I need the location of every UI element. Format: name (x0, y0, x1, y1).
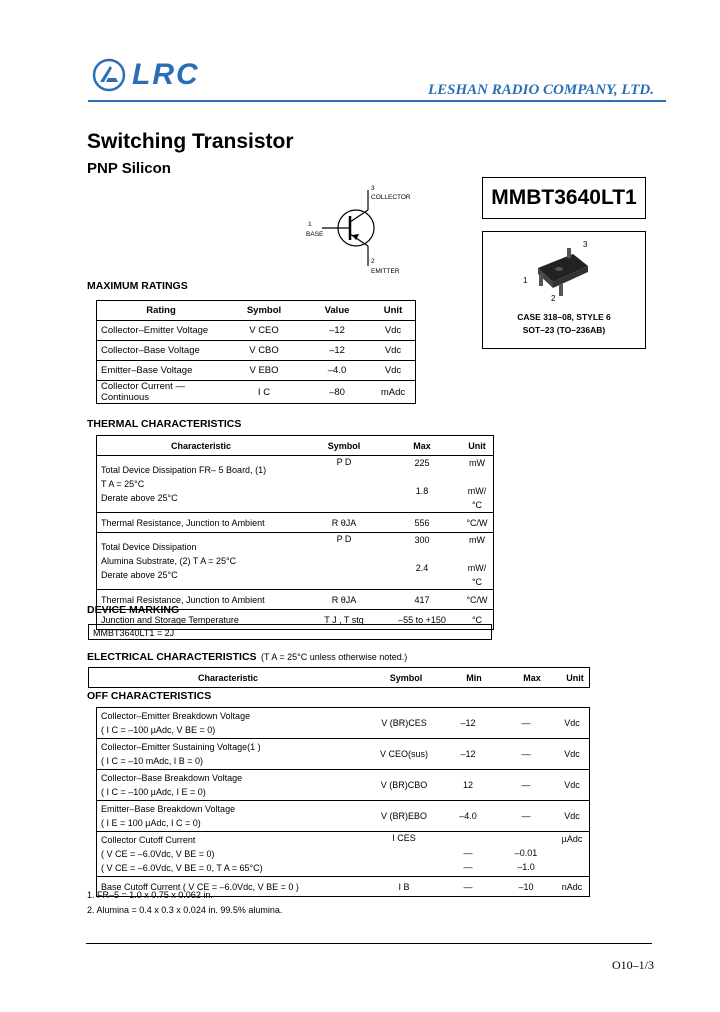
page-title: Switching Transistor (87, 130, 294, 153)
table-row (97, 361, 416, 381)
cell (97, 708, 370, 739)
text: 300 (414, 535, 430, 545)
cell (97, 801, 370, 832)
text: ( I C = –10 mAdc, I B = 0) (101, 756, 204, 766)
logo-text: LRC (132, 58, 200, 91)
text: Total Device Dissipation (101, 542, 197, 552)
cell (461, 533, 494, 590)
text: ( I E = 100 µAdc, I C = 0) (101, 818, 201, 828)
col-symbol: Symbol (305, 436, 383, 456)
collector-label: COLLECTOR (371, 194, 411, 201)
cell (97, 739, 370, 770)
cell: –55 to +150 (383, 610, 461, 630)
text: –0.01 (514, 848, 538, 858)
lrc-logo-icon (92, 58, 126, 92)
text: µAdc (561, 834, 583, 844)
text: 2.4 (415, 563, 429, 573)
text (465, 547, 489, 561)
cell: Base Cutoff Current ( V CE = –6.0Vdc, V BE = 0 ) (97, 877, 370, 897)
cell (439, 832, 497, 877)
cell: 12 (439, 770, 497, 801)
col-symbol: Symbol (367, 668, 445, 688)
cell: P D (305, 456, 383, 513)
page-code: O10–1/3 (612, 958, 654, 972)
cell: — (497, 801, 555, 832)
text: T A = 25°C (101, 479, 145, 489)
cell: –10 (497, 877, 555, 897)
cell: I C (225, 381, 303, 404)
text (387, 547, 457, 561)
cell: Collector–Base Voltage (97, 341, 226, 361)
cell (97, 533, 306, 590)
table-row (97, 739, 590, 770)
cell: –12 (303, 341, 371, 361)
pkg-pin-3: 3 (583, 240, 588, 249)
footnote-2: 2. Alumina = 0.4 x 0.3 x 0.024 in. 99.5% alumina. (87, 905, 283, 915)
cell: Vdc (555, 770, 590, 801)
text: 225 (414, 458, 430, 468)
text: Alumina Substrate, (2) T A = 25°C (101, 556, 237, 566)
cell: V (BR)CBO (369, 770, 439, 801)
electrical-condition: (T A = 25°C unless otherwise noted.) (261, 652, 408, 662)
cell: °C/W (461, 513, 494, 533)
cell (97, 832, 370, 877)
cell (555, 832, 590, 877)
text (465, 470, 489, 484)
text: mW/°C (467, 486, 487, 510)
cell: — (497, 770, 555, 801)
cell: Emitter–Base Voltage (97, 361, 226, 381)
pkg-pin-2: 2 (551, 294, 556, 303)
col-max: Max (503, 668, 561, 688)
text: ( V CE = –6.0Vdc, V BE = 0, T A = 65°C) (101, 863, 263, 873)
table-header-row (97, 436, 494, 456)
text: — (463, 848, 473, 858)
cell (383, 533, 461, 590)
device-marking-box (88, 624, 492, 640)
device-marking-value: MMBT3640LT1 = 2J (93, 628, 175, 638)
cell: I B (369, 877, 439, 897)
company-name: LESHAN RADIO COMPANY, LTD. (428, 82, 655, 98)
cell: V (BR)CES (369, 708, 439, 739)
text: Derate above 25°C (101, 570, 178, 580)
text: ( I C = –100 µAdc, V BE = 0) (101, 725, 216, 735)
cell: °C/W (461, 590, 494, 610)
off-characteristics-heading: OFF CHARACTERISTICS (87, 690, 212, 702)
col-min: Min (445, 668, 503, 688)
cell: — (439, 877, 497, 897)
text: mW/°C (467, 563, 487, 587)
cell: Thermal Resistance, Junction to Ambient (97, 513, 306, 533)
package-box (482, 231, 646, 349)
col-unit: Unit (461, 436, 494, 456)
electrical-header-table (88, 667, 590, 688)
cell: V CEO(sus) (369, 739, 439, 770)
table-header-row (97, 301, 416, 321)
table-row (97, 513, 494, 533)
text: Total Device Dissipation FR– 5 Board, (1) (101, 465, 267, 475)
text (387, 470, 457, 484)
cell (97, 770, 370, 801)
sot23-package-icon (483, 236, 643, 306)
cell: Collector Current — Continuous (97, 381, 226, 404)
text: –1.0 (517, 862, 535, 872)
col-characteristic: Characteristic (97, 436, 306, 456)
cell: I CES (369, 832, 439, 877)
cell: –4.0 (439, 801, 497, 832)
part-number: MMBT3640LT1 (482, 177, 646, 219)
cell: 556 (383, 513, 461, 533)
table-row (97, 708, 590, 739)
device-marking-heading: DEVICE MARKING (87, 604, 180, 616)
package-case: CASE 318–08, STYLE 6 (517, 312, 611, 322)
cell (497, 832, 555, 877)
footnote-1: 1. FR–5 = 1.0 x 0.75 x 0.062 in. (87, 890, 213, 900)
text: Emitter–Base Breakdown Voltage (101, 804, 236, 814)
text: Collector–Base Breakdown Voltage (101, 773, 243, 783)
cell: Vdc (371, 341, 416, 361)
max-ratings-table (96, 300, 416, 404)
base-pin: 1 (308, 221, 312, 228)
table-header-row (89, 668, 590, 688)
cell: Vdc (555, 708, 590, 739)
off-characteristics-table (96, 707, 590, 897)
cell: T J , T stg (305, 610, 383, 630)
table-row (97, 770, 590, 801)
text: ( V CE = –6.0Vdc, V BE = 0) (101, 849, 215, 859)
cell: V (BR)EBO (369, 801, 439, 832)
cell: — (497, 739, 555, 770)
cell (461, 456, 494, 513)
text: — (463, 862, 473, 872)
text: mW (469, 535, 485, 545)
text: mW (469, 458, 485, 468)
text: Derate above 25°C (101, 493, 178, 503)
col-symbol: Symbol (225, 301, 303, 321)
transistor-symbol (300, 182, 430, 278)
cell: Vdc (371, 361, 416, 381)
col-max: Max (383, 436, 461, 456)
cell: nAdc (555, 877, 590, 897)
electrical-heading-line (87, 647, 407, 665)
cell: R θJA (305, 590, 383, 610)
cell: R θJA (305, 513, 383, 533)
table-row (97, 832, 590, 877)
text (501, 832, 551, 846)
table-row (97, 321, 416, 341)
table-row (97, 456, 494, 513)
cell: °C (461, 610, 494, 630)
cell: mAdc (371, 381, 416, 404)
cell: V CEO (225, 321, 303, 341)
table-row (97, 801, 590, 832)
text: 1.8 (415, 486, 429, 496)
cell: — (497, 708, 555, 739)
emitter-label: EMITTER (371, 268, 400, 275)
cell: Vdc (555, 801, 590, 832)
electrical-heading: ELECTRICAL CHARACTERISTICS (87, 651, 257, 663)
col-rating: Rating (97, 301, 226, 321)
col-unit: Unit (561, 668, 590, 688)
col-characteristic: Characteristic (89, 668, 368, 688)
emitter-pin: 2 (371, 258, 375, 265)
header-rule (88, 100, 666, 102)
cell: Vdc (555, 739, 590, 770)
cell (383, 456, 461, 513)
cell: 417 (383, 590, 461, 610)
col-unit: Unit (371, 301, 416, 321)
base-label: BASE (306, 231, 324, 238)
cell: Vdc (371, 321, 416, 341)
footer-rule (86, 943, 652, 944)
cell: V EBO (225, 361, 303, 381)
thermal-heading: THERMAL CHARACTERISTICS (87, 418, 242, 430)
package-sot: SOT–23 (TO–236AB) (522, 325, 606, 335)
cell: P D (305, 533, 383, 590)
max-ratings-heading: MAXIMUM RATINGS (87, 280, 188, 292)
table-row (97, 381, 416, 404)
text: Collector–Emitter Sustaining Voltage(1 ) (101, 742, 261, 752)
text (559, 846, 585, 860)
cell: Junction and Storage Temperature (97, 610, 306, 630)
pkg-pin-1: 1 (523, 276, 528, 285)
cell: –12 (439, 739, 497, 770)
text: Collector Cutoff Current (101, 835, 196, 845)
cell: –12 (303, 321, 371, 341)
table-row (97, 533, 494, 590)
collector-pin: 3 (371, 185, 375, 192)
table-row (97, 341, 416, 361)
page-subtitle: PNP Silicon (87, 160, 171, 177)
cell: –12 (439, 708, 497, 739)
thermal-table (96, 435, 494, 630)
text (559, 860, 585, 874)
text: ( I C = –100 µAdc, I E = 0) (101, 787, 206, 797)
cell (97, 456, 306, 513)
cell: Thermal Resistance, Junction to Ambient (97, 590, 306, 610)
text (443, 832, 493, 846)
cell: V CBO (225, 341, 303, 361)
col-value: Value (303, 301, 371, 321)
cell: –80 (303, 381, 371, 404)
text: Collector–Emitter Breakdown Voltage (101, 711, 251, 721)
cell: –4.0 (303, 361, 371, 381)
cell: Collector–Emitter Voltage (97, 321, 226, 341)
